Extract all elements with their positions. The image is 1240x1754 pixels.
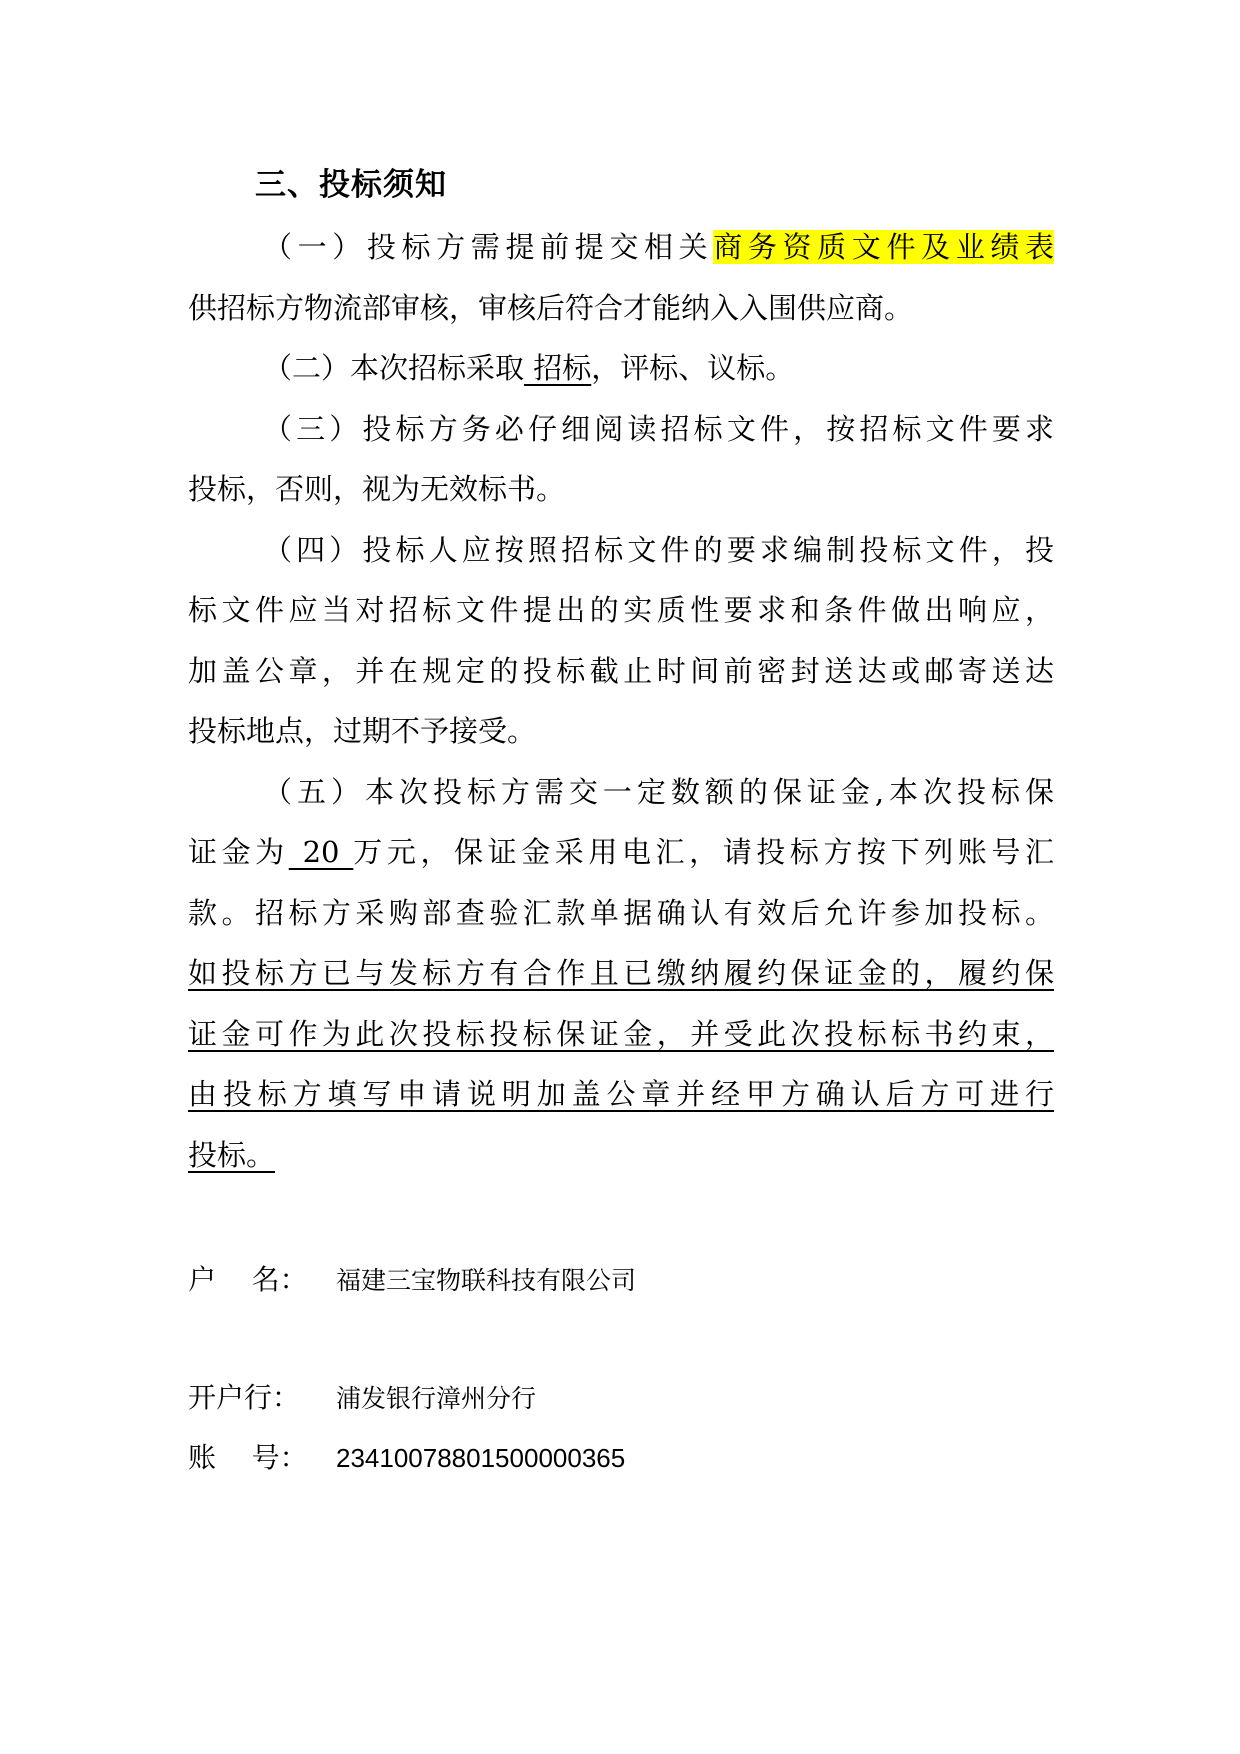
paragraph-1-line-1 xyxy=(188,217,1054,278)
paragraph-4-line-2: 标文件应当对招标文件提出的实质性要求和条件做出响应， xyxy=(188,593,1054,627)
paragraph-4-line-4: 投标地点，过期不予接受。 xyxy=(188,714,537,748)
highlighted-qualification-docs: 商务资质文件及业绩表 xyxy=(713,230,1054,264)
account-name-label: 户 名： xyxy=(188,1263,308,1296)
paragraph-1-line-2: 供招标方物流部审核，审核后符合才能纳入入围供应商。 xyxy=(188,290,914,325)
paragraph-5-underlined-line-3 xyxy=(188,1064,1054,1125)
underlined-clause: 投标。 xyxy=(188,1137,276,1172)
paragraph-2-text-end: ，评标、议标。 xyxy=(591,351,795,385)
account-number-label: 账 号： xyxy=(188,1441,308,1474)
paragraph-2-text: （二）本次招标采取 xyxy=(263,351,525,385)
section-heading: 三、投标须知 xyxy=(255,167,447,203)
bank-row xyxy=(188,1378,536,1419)
paragraph-5-line-3: 款。招标方采购部查验汇款单据确认有效后允许参加投标。 xyxy=(188,895,1054,930)
paragraph-1-text: （一）投标方需提前提交相关 xyxy=(263,230,714,264)
bank-label: 开户行： xyxy=(188,1381,301,1414)
account-name-value: 福建三宝物联科技有限公司 xyxy=(336,1266,637,1295)
account-number-row xyxy=(188,1438,625,1478)
underlined-clause: 证金可作为此次投标投标保证金，并受此次投标标书约束， xyxy=(188,1016,1054,1051)
account-name-row xyxy=(188,1260,636,1301)
paragraph-4-line-1: （四）投标人应按照招标文件的要求编制投标文件，投 xyxy=(263,532,1054,567)
paragraph-5-line-2 xyxy=(188,822,1054,883)
underlined-clause: 如投标方已与发标方有合作且已缴纳履约保证金的，履约保 xyxy=(188,956,1054,990)
paragraph-5-text: 证金为 xyxy=(188,835,289,869)
deposit-amount-field: 20 xyxy=(288,835,354,869)
paragraph-3-line-1: （三）投标方务必仔细阅读招标文件，按招标文件要求 xyxy=(263,411,1054,446)
paragraph-2-line-1 xyxy=(188,338,1054,399)
paragraph-3-line-2: 投标，否则，视为无效标书。 xyxy=(188,472,566,506)
bank-value: 浦发银行漳州分行 xyxy=(336,1384,537,1413)
account-number-value: 23410078801500000365 xyxy=(336,1443,626,1473)
paragraph-5-line-1: （五）本次投标方需交一定数额的保证金,本次投标保 xyxy=(263,774,1054,809)
tender-method-field: 招标 xyxy=(524,351,592,385)
underlined-clause: 由投标方填写申请说明加盖公章并经甲方确认后方可进行 xyxy=(188,1077,1054,1111)
paragraph-4-line-3: 加盖公章，并在规定的投标截止时间前密封送达或邮寄送达 xyxy=(188,653,1054,688)
paragraph-5-underlined-line-2 xyxy=(188,1004,1054,1065)
paragraph-5-text-cont: 万元，保证金采用电汇，请投标方按下列账号汇 xyxy=(353,835,1054,869)
paragraph-5-underlined-line-4 xyxy=(188,1125,1054,1186)
bidding-notice-body xyxy=(188,217,1054,1185)
paragraph-5-underlined-line-1 xyxy=(188,943,1054,1004)
